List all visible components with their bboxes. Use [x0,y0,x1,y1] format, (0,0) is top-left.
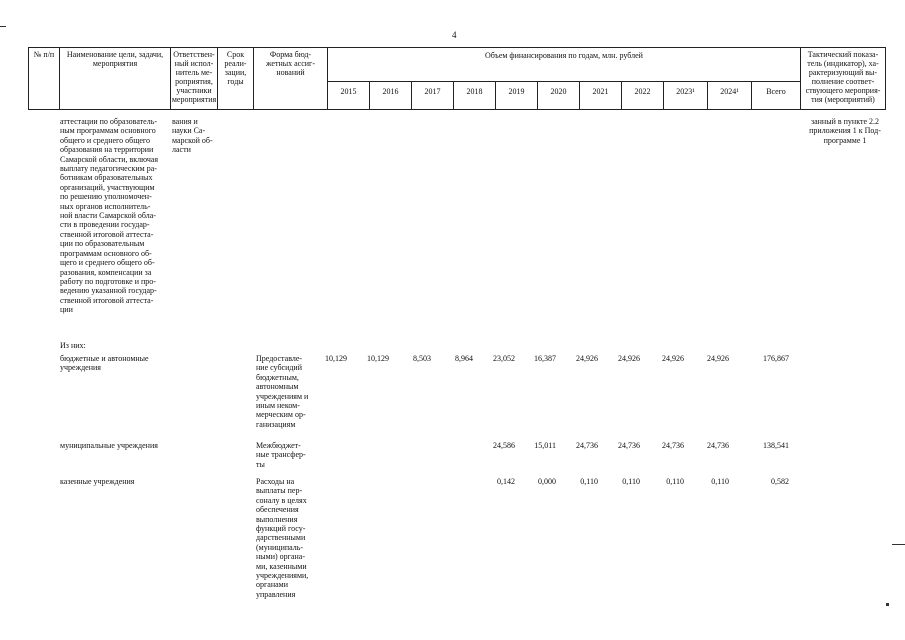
header-responsible: Ответствен- ный испол- нитель ме- роприятия, участники мероприятия [170,47,218,110]
scan-mark [892,544,905,545]
value-cell: 24,736 [707,441,729,450]
row-name: казенные учреждения [60,477,135,486]
value-cell: 138,541 [763,441,789,450]
year-header: 2019 [495,81,538,110]
value-cell: 24,926 [618,354,640,363]
year-header: 2015 [327,81,370,110]
row-name: бюджетные и автономные учреждения [60,354,149,373]
year-header: 2024¹ [707,81,752,110]
value-cell: 8,503 [413,354,431,363]
value-cell: 23,052 [493,354,515,363]
value-cell: 24,736 [662,441,684,450]
value-cell: 0,582 [771,477,789,486]
value-cell: 0,110 [666,477,684,486]
row-name: муниципальные учреждения [60,441,158,450]
scan-mark [886,603,889,606]
year-header: 2016 [369,81,412,110]
header-indicator: Тактический показа- тель (индикатор), ха- рактеризующий вы- полнение соответ- ствующего мероприя- тия (мероприятий) [800,47,886,110]
table-header [28,47,886,110]
value-cell: 24,926 [707,354,729,363]
value-cell: 0,110 [711,477,729,486]
year-header: 2023¹ [663,81,708,110]
value-cell: 16,387 [534,354,556,363]
page-number: 4 [452,30,457,40]
value-cell: 0,110 [622,477,640,486]
header-number: № п/п [28,47,60,110]
year-header: 2020 [537,81,580,110]
year-header: 2022 [621,81,664,110]
header-form: Форма бюд- жетных ассиг- нований [253,47,328,110]
year-header: 2017 [411,81,454,110]
continuation-indicator: занный в пункте 2.2 приложения 1 к Под- программе 1 [809,117,881,145]
scan-mark [0,26,6,27]
row-form: Расходы на выплаты пер- соналу в целях обеспечения выполнения функций госу- дарственными (муниципаль- ными) органа- ми, казенными учреждениями, органами управления [256,477,309,599]
year-header: Всего [751,81,801,110]
row-form: Предоставле- ние субсидий бюджетным, автономным учреждениям и иным неком- мерческим ор- ганизациям [256,354,309,429]
value-cell: 24,926 [576,354,598,363]
value-cell: 24,736 [576,441,598,450]
value-cell: 24,736 [618,441,640,450]
value-cell: 24,926 [662,354,684,363]
value-cell: 15,011 [534,441,556,450]
header-finance: Объем финансирования по годам, млн. рублей [327,47,801,82]
including-label: Из них: [60,341,86,350]
value-cell: 0,000 [538,477,556,486]
year-header: 2021 [579,81,622,110]
continuation-responsible: вания и науки Са- марской об- ласти [172,117,213,155]
header-name: Наименование цели, задачи, мероприятия [59,47,171,110]
header-term: Срок реали- зации, годы [217,47,254,110]
value-cell: 8,964 [455,354,473,363]
continuation-name: аттестации по образователь- ным программам основного общего и среднего общего образования на территории Самарской области, включая выплату педагогическим ра- ботникам образовательных организаций, участвующим по решению уполномочен- ных органов исполнитель- ной власти Самарской обла- сти в проведении государ- ственной итоговой аттеста- ции по образовательным программам основного об- щего и среднего общего об- разования, компенсации за работу по подготовке и про- ведению указанной государ- ственной итоговой аттеста- ции [60,117,159,315]
value-cell: 10,129 [325,354,347,363]
value-cell: 176,867 [763,354,789,363]
value-cell: 10,129 [367,354,389,363]
value-cell: 24,586 [493,441,515,450]
value-cell: 0,110 [580,477,598,486]
row-form: Межбюджет- ные трансфер- ты [256,441,306,469]
value-cell: 0,142 [497,477,515,486]
year-header: 2018 [453,81,496,110]
